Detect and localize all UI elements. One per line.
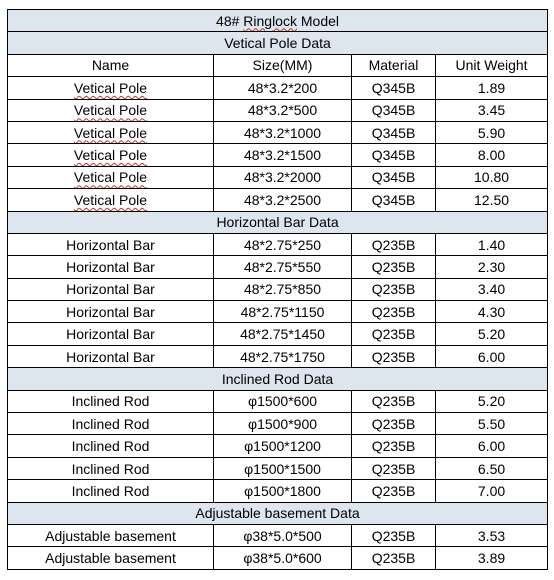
name-text: Vetical Pole [73,124,148,141]
cell-unit-weight: 3.45 [436,99,548,121]
cell-name [8,77,214,99]
section-heading-rest: Pole Data [265,35,331,52]
cell-unit-weight: 6.00 [436,435,548,457]
name-text: Vetical Pole [73,102,148,119]
cell-size: 48*3.2*500 [214,99,352,121]
section-heading-vertical-pole [8,32,548,54]
cell-name: Inclined Rod [8,390,214,412]
cell-name: Adjustable basement [8,547,214,569]
table-row [8,99,548,121]
table-row [8,547,548,569]
table-row [8,301,548,323]
table-row [8,435,548,457]
section-heading-inclined-rod: Inclined Rod Data [8,368,548,390]
cell-unit-weight: 2.30 [436,256,548,278]
cell-size: 48*3.2*1500 [214,144,352,166]
cell-unit-weight: 4.30 [436,301,548,323]
cell-material: Q235B [352,278,436,300]
cell-unit-weight: 5.20 [436,323,548,345]
cell-unit-weight: 3.89 [436,547,548,569]
table-row [8,77,548,99]
cell-size: 48*2.75*550 [214,256,352,278]
table-row [8,457,548,479]
name-text: Vetical Pole [73,191,148,208]
ringlock-spec-table [7,9,548,570]
cell-size: φ1500*600 [214,390,352,412]
cell-name: Inclined Rod [8,413,214,435]
cell-material: Q235B [352,524,436,546]
cell-size: φ38*5.0*600 [214,547,352,569]
table-row [8,121,548,143]
cell-unit-weight: 12.50 [436,189,548,211]
table-row [8,323,548,345]
cell-unit-weight: 1.40 [436,233,548,255]
cell-material: Q235B [352,301,436,323]
cell-size: 48*2.75*250 [214,233,352,255]
section-heading-adjustable-basement: Adjustable basement Data [8,502,548,524]
table-row [8,345,548,367]
cell-name: Horizontal Bar [8,278,214,300]
cell-size: 48*3.2*2000 [214,166,352,188]
table-title [8,10,548,32]
section-heading-word: Vetical [224,35,266,52]
cell-material: Q345B [352,77,436,99]
title-prefix: 48# [216,12,244,29]
table-row [8,166,548,188]
cell-unit-weight: 7.00 [436,480,548,502]
cell-material: Q235B [352,457,436,479]
cell-name: Horizontal Bar [8,256,214,278]
cell-unit-weight: 5.50 [436,413,548,435]
table-row [8,278,548,300]
cell-name: Inclined Rod [8,457,214,479]
cell-material: Q235B [352,256,436,278]
header-name: Name [8,54,214,76]
cell-unit-weight: 5.20 [436,390,548,412]
cell-material: Q235B [352,345,436,367]
section-heading-row [8,32,548,54]
cell-material: Q345B [352,189,436,211]
cell-material: Q235B [352,233,436,255]
cell-material: Q345B [352,121,436,143]
cell-material: Q235B [352,480,436,502]
cell-name: Horizontal Bar [8,323,214,345]
table-row [8,233,548,255]
cell-name [8,189,214,211]
cell-unit-weight: 6.00 [436,345,548,367]
cell-size: φ1500*1800 [214,480,352,502]
name-text: Vetical Pole [73,147,148,164]
cell-unit-weight: 5.90 [436,121,548,143]
cell-size: 48*3.2*2500 [214,189,352,211]
cell-size: 48*2.75*850 [214,278,352,300]
cell-size: φ1500*1200 [214,435,352,457]
table-row [8,144,548,166]
cell-name: Horizontal Bar [8,301,214,323]
cell-unit-weight: 8.00 [436,144,548,166]
cell-name: Horizontal Bar [8,233,214,255]
cell-unit-weight: 6.50 [436,457,548,479]
table-row [8,413,548,435]
cell-material: Q235B [352,323,436,345]
header-size: Size(MM) [214,54,352,76]
cell-unit-weight: 10.80 [436,166,548,188]
cell-name: Adjustable basement [8,524,214,546]
section-heading-row [8,211,548,233]
section-heading-row [8,502,548,524]
cell-unit-weight: 3.40 [436,278,548,300]
cell-name [8,144,214,166]
cell-name: Inclined Rod [8,480,214,502]
name-text: Vetical Pole [73,79,148,96]
cell-size: 48*3.2*1000 [214,121,352,143]
table-row [8,524,548,546]
section-heading-row [8,368,548,390]
cell-size: 48*2.75*1450 [214,323,352,345]
table-row [8,256,548,278]
cell-material: Q235B [352,413,436,435]
cell-size: 48*2.75*1750 [214,345,352,367]
cell-name: Horizontal Bar [8,345,214,367]
cell-size: φ1500*1500 [214,457,352,479]
cell-material: Q235B [352,547,436,569]
title-suffix: Model [296,12,340,29]
cell-size: φ1500*900 [214,413,352,435]
title-word: Ringlock [243,12,297,29]
header-unit-weight: Unit Weight [436,54,548,76]
cell-size: 48*3.2*200 [214,77,352,99]
cell-unit-weight: 3.53 [436,524,548,546]
table-row [8,480,548,502]
cell-size: 48*2.75*1150 [214,301,352,323]
cell-name: Inclined Rod [8,435,214,457]
cell-name [8,121,214,143]
cell-name [8,99,214,121]
cell-size: φ38*5.0*500 [214,524,352,546]
table-row [8,189,548,211]
cell-material: Q345B [352,166,436,188]
cell-material: Q345B [352,99,436,121]
cell-material: Q235B [352,435,436,457]
cell-name [8,166,214,188]
cell-material: Q235B [352,390,436,412]
cell-unit-weight: 1.89 [436,77,548,99]
name-text: Vetical Pole [73,169,148,186]
title-row [8,10,548,32]
table-row [8,390,548,412]
header-material: Material [352,54,436,76]
cell-material: Q345B [352,144,436,166]
column-header-row [8,54,548,76]
section-heading-horizontal-bar: Horizontal Bar Data [8,211,548,233]
